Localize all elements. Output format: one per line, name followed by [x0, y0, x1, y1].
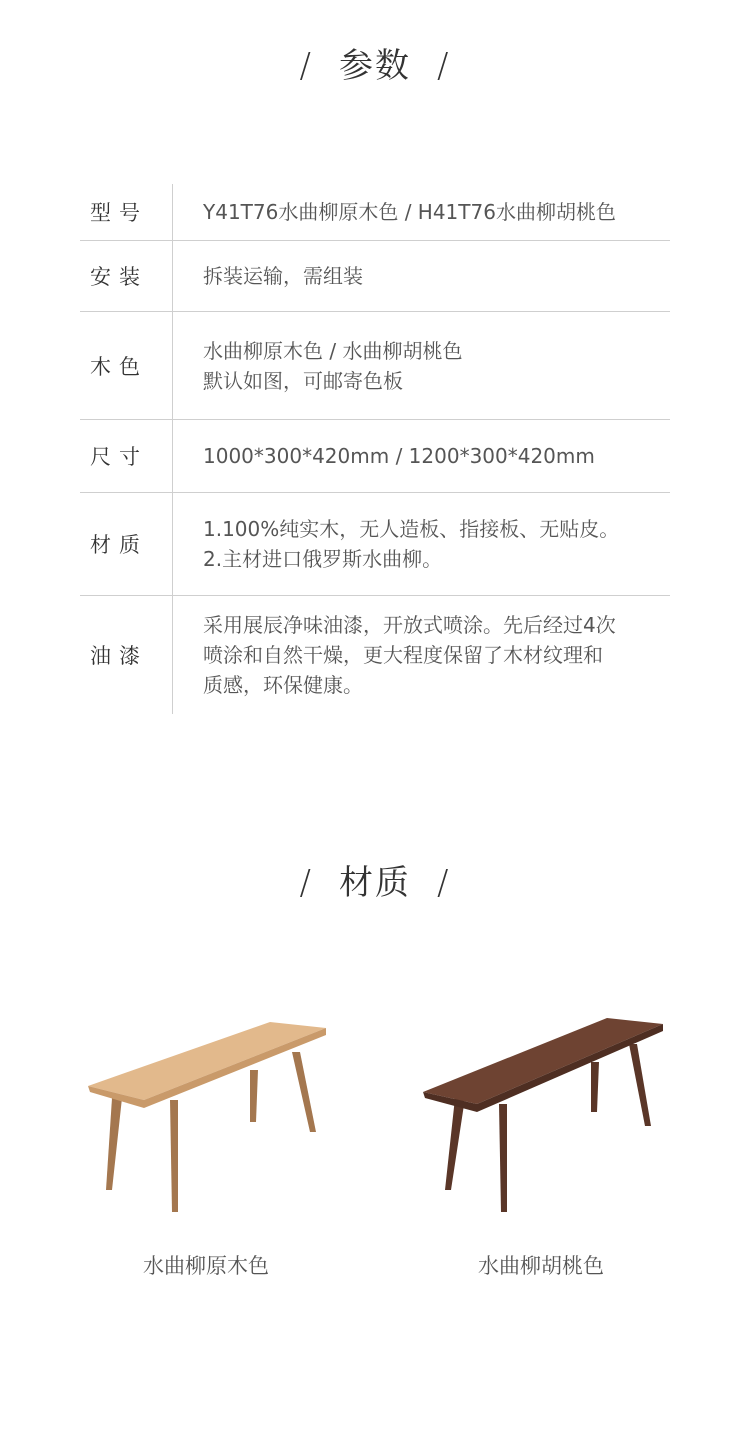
spec-value-line: 水曲柳原木色 / 水曲柳胡桃色 [203, 338, 463, 363]
spec-row-size [80, 420, 670, 493]
bench-leg [170, 1100, 178, 1212]
params-section-title [0, 38, 750, 87]
title-slash-right: / [437, 863, 451, 903]
title-slash-left: / [299, 863, 313, 903]
spec-label: 安装 [80, 241, 173, 311]
spec-row-install [80, 241, 670, 312]
spec-value-line: Y41T76水曲柳原木色 / H41T76水曲柳胡桃色 [203, 200, 616, 224]
params-title-text: 参数 [339, 46, 411, 86]
title-slash-left: / [299, 46, 313, 86]
bench-leg [292, 1052, 316, 1132]
spec-value-line: 采用展辰净味油漆，开放式喷涂。先后经过4次 [203, 613, 616, 637]
bench-leg [629, 1044, 651, 1126]
bench-leg [499, 1104, 507, 1212]
spec-value [173, 514, 619, 574]
spec-row-paint [80, 596, 670, 714]
spec-value-line: 喷涂和自然干燥，更大程度保留了木材纹理和 [203, 643, 603, 667]
spec-value [173, 336, 462, 396]
bench-walnut-image [395, 1000, 695, 1230]
material-section-title [0, 855, 750, 904]
bench-leg [250, 1070, 258, 1122]
spec-table [80, 184, 670, 714]
spec-label: 型号 [80, 184, 173, 240]
spec-label: 材质 [80, 493, 173, 595]
bench-leg [591, 1062, 599, 1112]
spec-row-wood-color [80, 312, 670, 420]
spec-value-line: 默认如图，可邮寄色板 [203, 368, 403, 393]
spec-value-line: 质感，环保健康。 [203, 673, 363, 697]
spec-row-material [80, 493, 670, 596]
product-caption-walnut: 水曲柳胡桃色 [478, 1254, 604, 1278]
spec-row-model [80, 184, 670, 241]
spec-value [173, 197, 616, 227]
spec-value [173, 261, 363, 291]
spec-value-line: 1000*300*420mm / 1200*300*420mm [203, 444, 595, 468]
spec-value-line: 2.主材进口俄罗斯水曲柳。 [203, 547, 443, 571]
spec-label: 油漆 [80, 596, 173, 714]
product-caption-natural: 水曲柳原木色 [143, 1254, 269, 1278]
spec-value-line: 1.100%纯实木，无人造板、指接板、无贴皮。 [203, 517, 620, 541]
spec-value [173, 441, 595, 471]
bench-leg [106, 1098, 122, 1190]
title-slash-right: / [437, 46, 451, 86]
bench-top [423, 1018, 663, 1104]
spec-value-line: 拆装运输，需组装 [203, 264, 363, 288]
spec-label: 木色 [80, 312, 173, 419]
bench-leg [445, 1098, 465, 1190]
bench-natural-image [60, 1000, 360, 1230]
material-title-text: 材质 [339, 863, 411, 903]
spec-value [173, 610, 616, 700]
spec-label: 尺寸 [80, 420, 173, 492]
bench-top [88, 1022, 326, 1100]
